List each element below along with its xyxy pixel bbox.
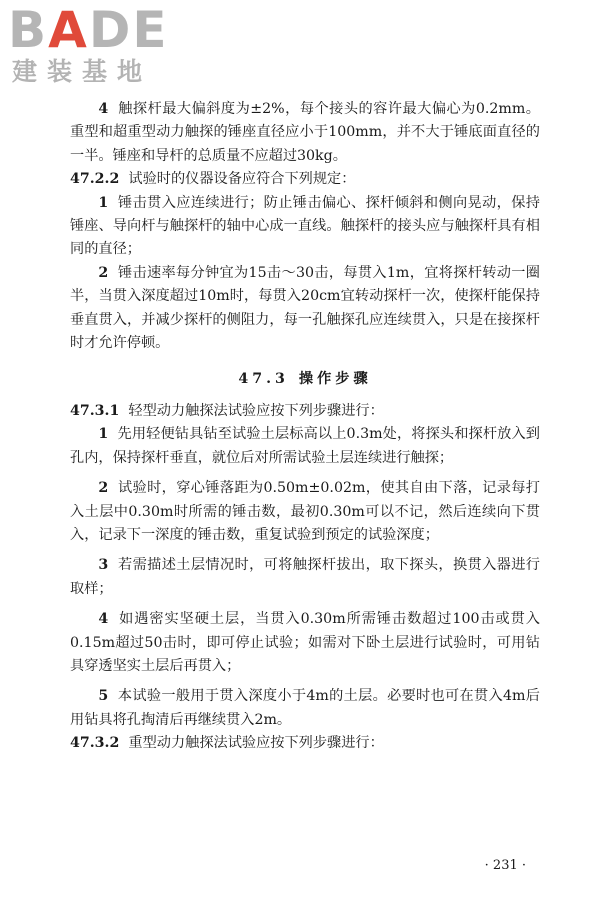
clause-number: 47.2.2 <box>70 171 120 188</box>
item-number: 4 <box>98 101 109 117</box>
clause <box>70 732 540 755</box>
list-item <box>70 98 540 168</box>
item-text: 如遇密实坚硬土层，当贯入0.30m所需锤击数超过100击或贯入0.15m超过50击时，即可停止试验；如需对下卧土层进行试验时，可用钻具穿透坚实土层后再贯入； <box>70 611 540 674</box>
item-text: 先用轻便钻具钻至试验土层标高以上0.3m处，将探头和探杆放入到孔内，保持探杆垂直，就位后对所需试验土层连续进行触探； <box>70 426 540 466</box>
item-number: 3 <box>98 557 109 574</box>
logo-subtitle: 建装基地 <box>12 57 153 86</box>
item-number: 1 <box>98 194 109 211</box>
item-text: 试验时，穿心锤落距为0.50m±0.02m，使其自由下落，记录每打入土层中0.30m时所需的锤击数，最初0.30m可以不记，然后连续向下贯入，记录下一深度的锤击数，重复试验到预定的试验深度； <box>70 480 540 543</box>
item-text: 锤击贯入应连续进行；防止锤击偏心、探杆倾斜和侧向晃动，保持锤座、导向杆与触探杆的轴中心成一直线。触探杆的接头应与触探杆具有相同的直径； <box>70 194 540 258</box>
list-item <box>70 423 540 470</box>
item-number: 5 <box>98 688 109 705</box>
list-item <box>70 608 540 678</box>
list-item <box>70 477 540 547</box>
clause-text: 轻型动力触探法试验应按下列步骤进行： <box>128 402 384 419</box>
clause-number: 47.3.1 <box>70 402 120 419</box>
logo-wordmark: BADE <box>8 1 169 59</box>
item-text: 锤击速率每分钟宜为15击～30击，每贯入1m，宜将探杆转动一圈半，当贯入深度超过10m时，每贯入20cm宜转动探杆一次，使探杆能保持垂直贯入，并减少探杆的侧阻力，每一孔触探孔应连续贯入，只是在接探杆时才允许停顿。 <box>70 264 540 352</box>
clause-text: 试验时的仪器设备应符合下列规定： <box>128 171 356 188</box>
list-item <box>70 192 540 262</box>
page-number: · 231 · <box>484 858 526 873</box>
logo <box>8 1 178 90</box>
clause <box>70 168 540 191</box>
item-number: 2 <box>98 264 109 281</box>
item-number: 2 <box>98 480 109 497</box>
item-text: 若需描述土层情况时，可将触探杆拔出，取下探头，换贯入器进行取样； <box>70 557 540 597</box>
clause-text: 重型动力触探法试验应按下列步骤进行： <box>128 735 384 752</box>
item-number: 4 <box>98 611 109 628</box>
list-item <box>70 685 540 732</box>
item-text: 触探杆最大偏斜度为±2%，每个接头的容许最大偏心为0.2mm。重型和超重型动力触探的锤座直径应小于100mm，并不大于锤底面直径的一半。锤座和导杆的总质量不应超过30kg。 <box>70 101 540 164</box>
section-heading <box>70 368 540 391</box>
clause <box>70 400 540 423</box>
item-number: 1 <box>98 426 109 443</box>
list-item <box>70 554 540 601</box>
document-body <box>70 98 540 756</box>
list-item <box>70 262 540 356</box>
item-text: 本试验一般用于贯入深度小于4m的土层。必要时也可在贯入4m后用钻具将孔掏清后再继续贯入2m。 <box>70 688 540 728</box>
clause-number: 47.3.2 <box>70 735 120 752</box>
section-number: 47.3 <box>238 371 289 388</box>
section-title: 操作步骤 <box>298 371 372 388</box>
